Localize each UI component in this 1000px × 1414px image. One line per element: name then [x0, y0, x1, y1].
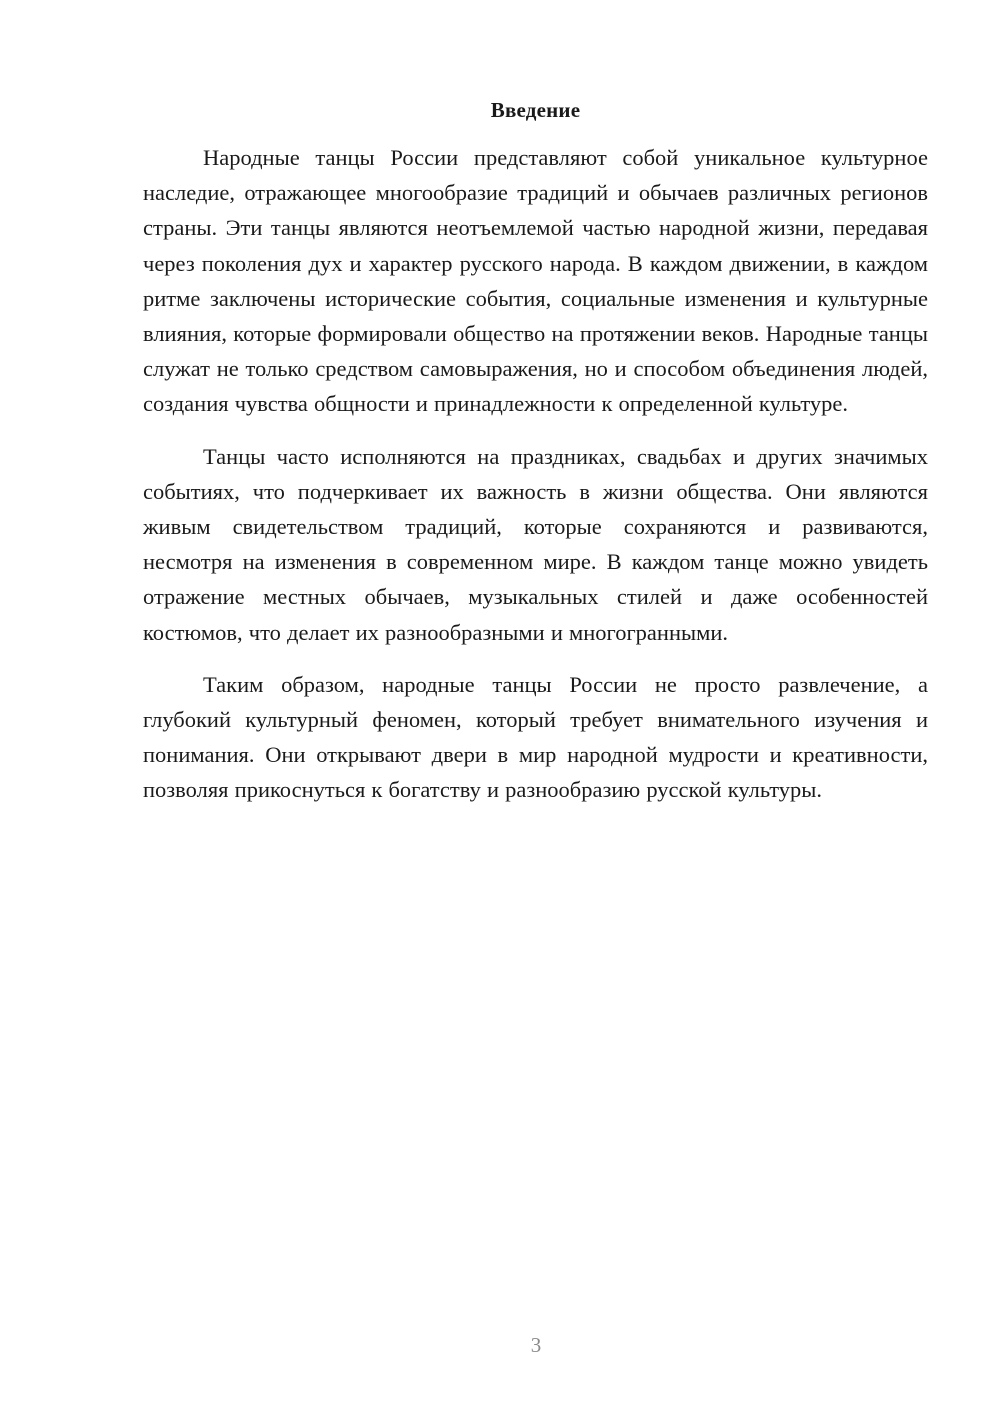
section-title: Введение — [490, 98, 581, 122]
paragraph-3: Таким образом, народные танцы России не просто развлечение, а глубокий культурный феномен, который требует внимательного изучения и понимания. Они открывают двери в мир народной мудрости и креативности, позволяя прикоснуться к богатству и разнообразию русской культуры. — [143, 671, 928, 803]
paragraph-2: Танцы часто исполняются на праздниках, свадьбах и других значимых событиях, что подчеркивает их важность в жизни общества. Они являются живым свидетельством традиций, которые сохраняются и развиваются, несмотря на изменения в современном мире. В каждом танце можно увидеть отражение местных обычаев, музыкальных стилей и даже особенностей костюмов, что делает их разнообразными и многогранными. — [143, 443, 928, 645]
page-number: 3 — [530, 1333, 542, 1357]
paragraph-1: Народные танцы России представляют собой уникальное культурное наследие, отражающее многообразие традиций и обычаев различных регионов страны. Эти танцы являются неотъемлемой частью народной жизни, передавая через поколения дух и характер русского народа. В каждом движении, в каждом ритме заключены исторические события, социальные изменения и культурные влияния, которые формировали общество на протяжении веков. Народные танцы служат не только средством самовыражения, но и способом объединения людей, создания чувства общности и принадлежности к определенной культуре. — [143, 145, 928, 417]
page-content — [143, 93, 928, 825]
